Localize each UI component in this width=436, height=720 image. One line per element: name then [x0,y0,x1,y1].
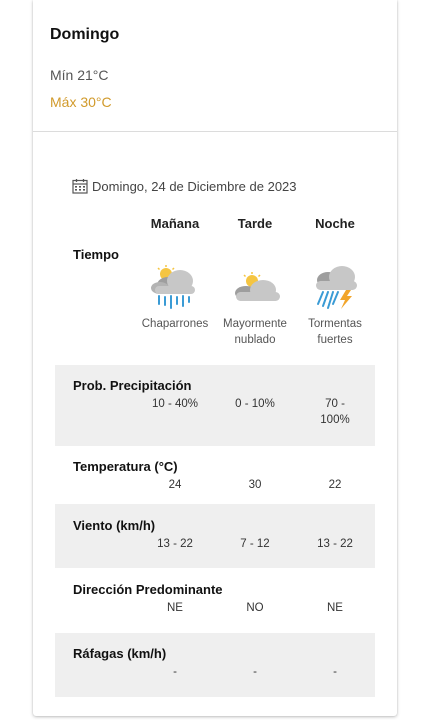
temperature-night: 22 [328,479,342,491]
direction-night: NE [327,602,343,614]
gusts-afternoon: - [253,666,257,678]
wind-afternoon: 7 - 12 [240,538,270,550]
temperature-morning: 24 [168,479,182,491]
temperature-afternoon: 30 [248,479,262,491]
gusts-label: Ráfagas (km/h) [73,646,167,661]
weather-text-night: Tormentas fuertes [308,318,362,346]
column-header-morning: Mañana [150,216,200,231]
forecast-card [33,0,397,716]
wind-label: Viento (km/h) [73,518,156,533]
mostly-cloudy-icon [230,264,284,310]
date-row [72,178,297,194]
wind-night: 13 - 22 [317,538,353,550]
thunderstorm-icon [310,264,364,310]
wind-morning: 13 - 22 [157,538,193,550]
precipitation-night: 70 - 100% [320,398,350,426]
precipitation-morning: 10 - 40% [151,398,199,410]
gusts-morning: - [173,666,177,678]
column-header-afternoon: Tarde [237,216,273,231]
min-temperature: Mín 21°C [50,67,109,83]
day-summary[interactable] [33,0,397,132]
gusts-night: - [333,666,337,678]
day-title: Domingo [50,26,120,43]
forecast-date: Domingo, 24 de Diciembre de 2023 [92,178,297,194]
temperature-label: Temperatura (°C) [73,459,178,474]
direction-afternoon: NO [246,602,264,614]
precipitation-label: Prob. Precipitación [73,378,192,393]
calendar-icon [72,178,88,194]
weather-row-label: Tiempo [73,247,119,262]
column-header-night: Noche [315,216,355,231]
direction-label: Dirección Predominante [73,582,223,597]
direction-morning: NE [167,602,183,614]
max-temperature: Máx 30°C [50,94,112,110]
precipitation-afternoon: 0 - 10% [235,398,275,410]
weather-text-morning: Chaparrones [141,318,209,330]
showers-icon [148,264,202,310]
weather-text-afternoon: Mayormente nublado [223,318,287,346]
